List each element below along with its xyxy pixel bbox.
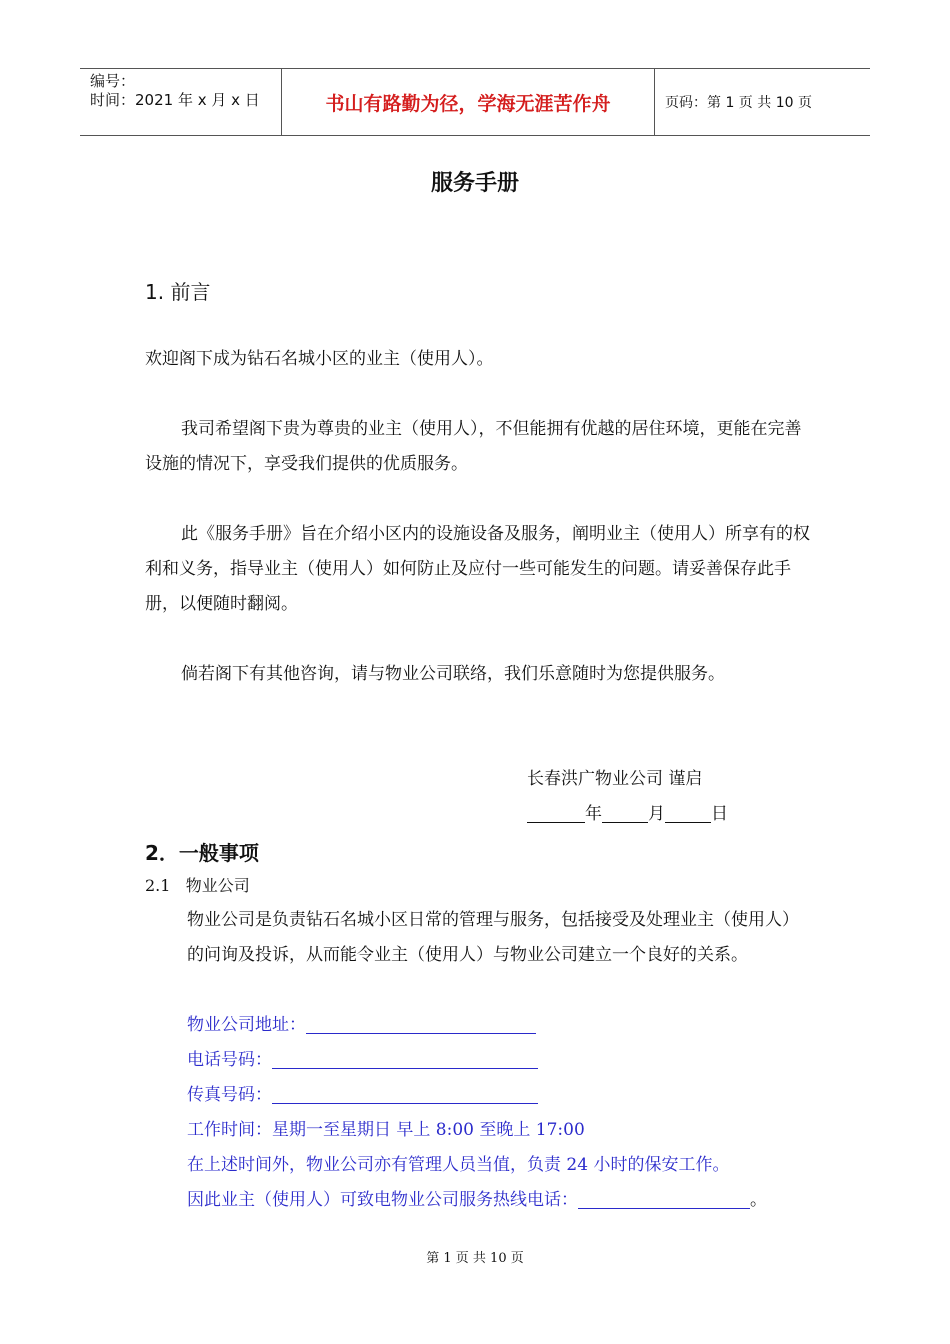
- document-header: [80, 68, 870, 136]
- working-hours: 工作时间：星期一至星期日 早上 8:00 至晚上 17:00: [187, 1120, 585, 1140]
- section1-paragraph-3: 此《服务手册》旨在介绍小区内的设施设备及服务，阐明业主（使用人）所享有的权利和义务，指导业主（使用人）如何防止及应付一些可能发生的问题。请妥善保存此手册，以便随时翻阅。: [145, 524, 810, 614]
- section1-paragraph-2: 我司希望阁下贵为尊贵的业主（使用人），不但能拥有优越的居住环境，更能在完善设施的情况下，享受我们提供的优质服务。: [145, 419, 802, 474]
- phone-label: 电话号码：: [187, 1050, 272, 1070]
- section2-paragraph-1: 物业公司是负责钻石名城小区日常的管理与服务，包括接受及处理业主（使用人）的问询及投诉，从而能令业主（使用人）与物业公司建立一个良好的关系。: [187, 910, 799, 965]
- phone-row: [187, 1043, 538, 1078]
- month-label: 月: [648, 804, 665, 824]
- section1-paragraph-1: 欢迎阁下成为钻石名城小区的业主（使用人）。: [145, 349, 494, 369]
- signature-date: [527, 797, 728, 832]
- section2-heading: 2．一般事项: [145, 841, 259, 865]
- month-blank: [602, 802, 648, 823]
- phone-blank: [272, 1048, 538, 1069]
- header-number-label: 编号：: [90, 72, 136, 90]
- header-time-label: 时间：2021 年 x 月 x 日: [90, 91, 260, 109]
- address-blank: [306, 1013, 536, 1034]
- day-label: 日: [711, 804, 728, 824]
- fax-row: [187, 1078, 538, 1113]
- signature: 长春洪广物业公司 谨启: [527, 769, 703, 789]
- subsection-2-1: [145, 868, 250, 903]
- document-title: 服务手册: [430, 171, 519, 196]
- hotline-label: 因此业主（使用人）可致电物业公司服务热线电话：: [187, 1190, 578, 1210]
- fax-label: 传真号码：: [187, 1085, 272, 1105]
- section1-heading: 1. 前言: [145, 280, 211, 304]
- year-label: 年: [585, 804, 602, 824]
- fax-blank: [272, 1083, 538, 1104]
- day-blank: [665, 802, 711, 823]
- after-hours-duty: 在上述时间外，物业公司亦有管理人员当值，负责 24 小时的保安工作。: [187, 1155, 730, 1175]
- address-label: 物业公司地址：: [187, 1015, 306, 1035]
- header-page-info: 页码：第 1 页 共 10 页: [665, 95, 812, 111]
- header-motto: 书山有路勤为径，学海无涯苦作舟: [282, 69, 655, 135]
- header-meta: [80, 69, 282, 135]
- hotline-end: 。: [750, 1190, 767, 1210]
- subsection-number: 2.1: [145, 876, 171, 895]
- hotline-row: [187, 1183, 767, 1218]
- year-blank: [527, 802, 585, 823]
- section1-paragraph-4: 倘若阁下有其他咨询，请与物业公司联络，我们乐意随时为您提供服务。: [181, 664, 725, 684]
- page-footer: 第 1 页 共 10 页: [426, 1251, 524, 1266]
- hotline-blank: [578, 1188, 750, 1209]
- address-row: [187, 1008, 536, 1043]
- subsection-title: 物业公司: [185, 876, 250, 895]
